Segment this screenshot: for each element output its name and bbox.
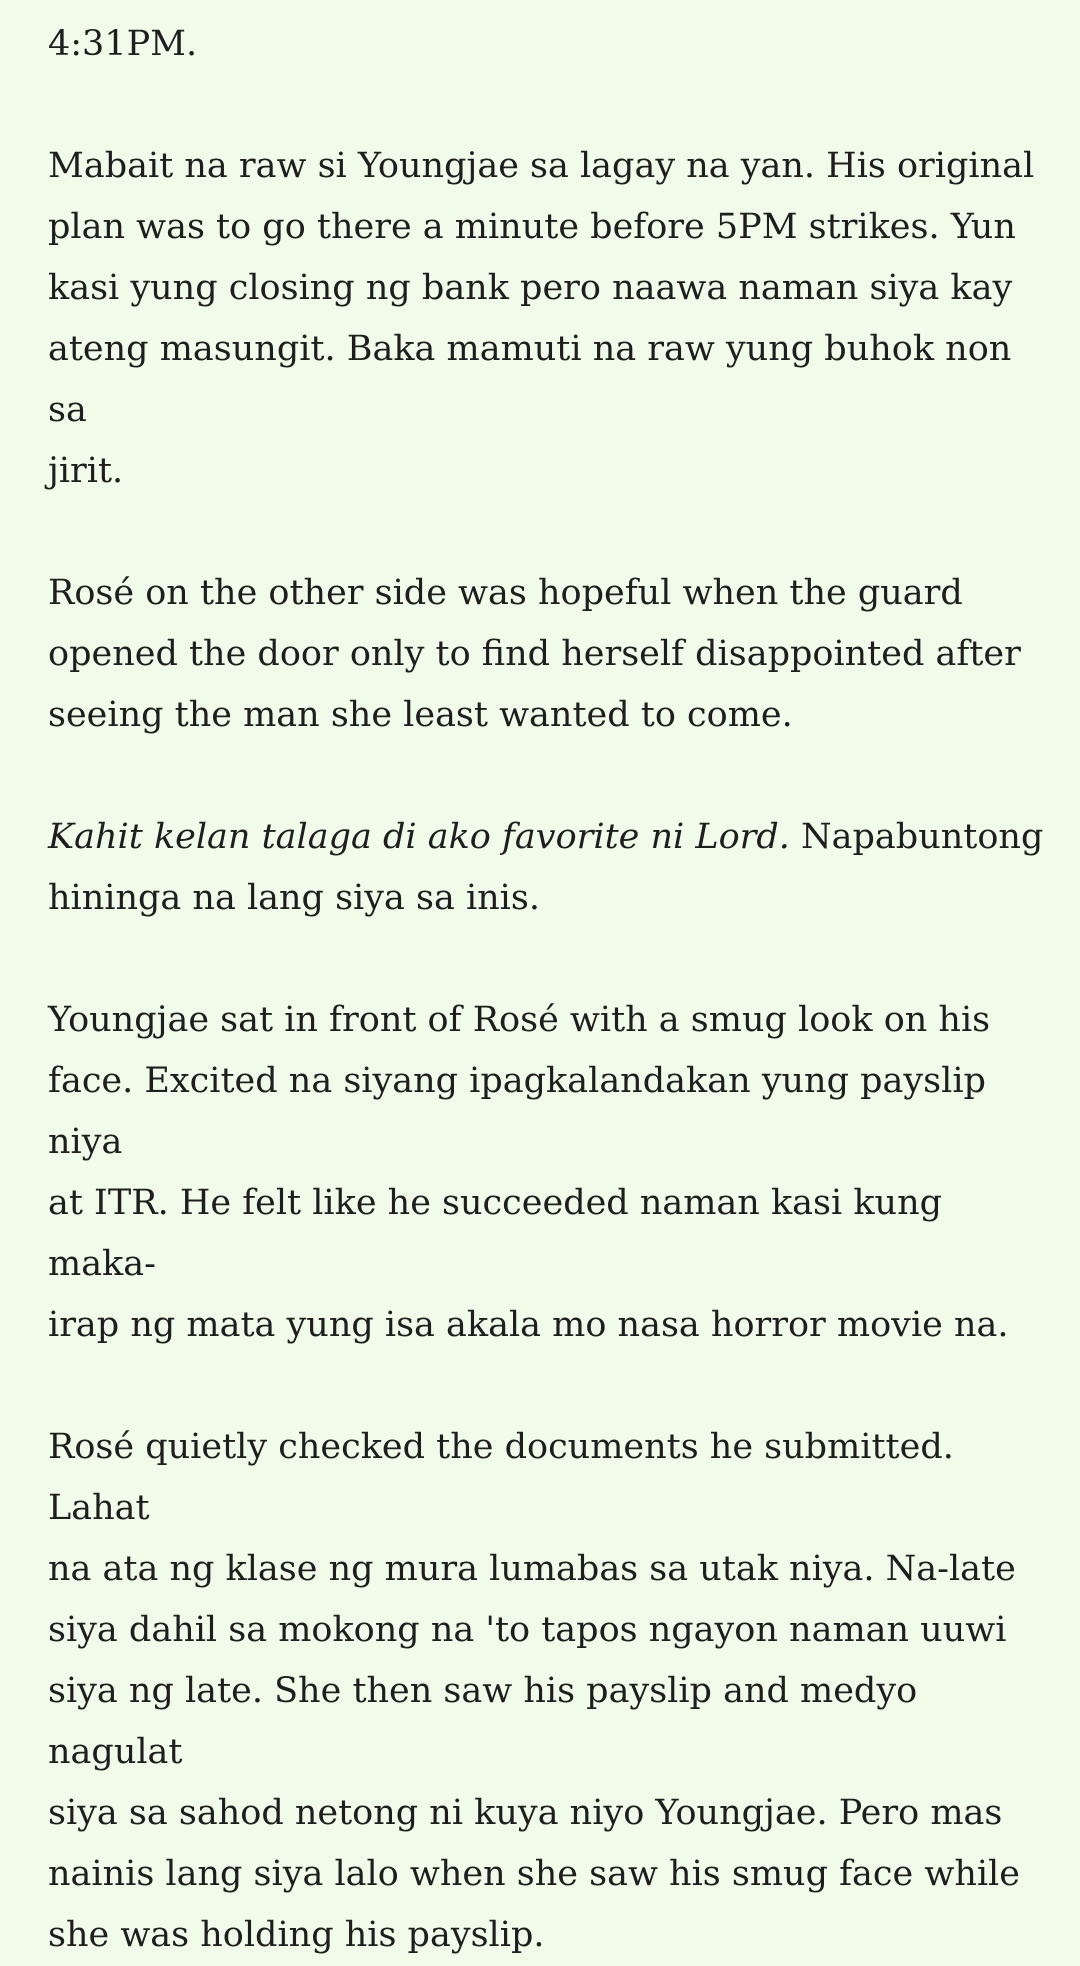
paragraph-3-rest: Napabuntong hininga na lang siya sa inis. <box>48 817 1044 918</box>
italic-thought: Kahit kelan talaga di ako favorite ni Lord. <box>48 817 790 857</box>
paragraph-2: Rosé on the other side was hopeful when the guard opened the door only to find herself disappointed after seeing the man she least wanted to come. <box>48 573 1021 735</box>
paragraph-1: Mabait na raw si Youngjae sa lagay na yan. His original plan was to go there a minute before 5PM strikes. Yun kasi yung closing ng bank pero naawa naman siya kay ateng masungit. Baka mamuti na raw yung buhok non sa jirit. <box>48 146 1035 491</box>
paragraph-3 <box>48 807 1048 929</box>
paragraph-4: Youngjae sat in front of Rosé with a smug look on his face. Excited na siyang ipagkalandakan yung payslip niya at ITR. He felt like he succeeded naman kasi kung maka- irap ng mata yung isa akala mo nasa horror movie na. <box>48 1000 1009 1345</box>
story-text <box>48 14 1048 1966</box>
time-paragraph: 4:31PM. <box>48 24 198 64</box>
paragraph-5: Rosé quietly checked the documents he submitted. Lahat na ata ng klase ng mura lumabas sa utak niya. Na-late siya dahil sa mokong na 'to tapos ngayon naman uuwi siya ng late. She then saw his payslip and medyo nagulat siya sa sahod netong ni kuya niyo Youngjae. Pero mas nainis lang siya lalo when she saw his smug face while she was holding his payslip. <box>48 1427 1020 1955</box>
